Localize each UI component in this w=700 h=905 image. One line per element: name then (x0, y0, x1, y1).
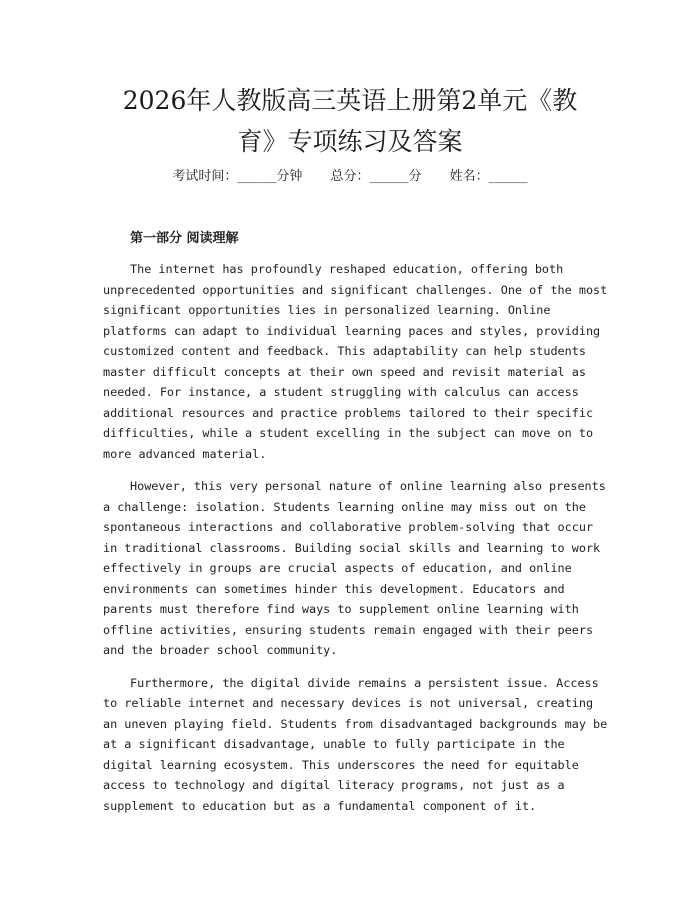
passage-paragraph-3: Furthermore, the digital divide remains a persistent issue. Access to reliable internet and necessary devices is not universal, creating an uneven playing field. Students from disadvantaged backgrounds may be at a significant disadvantage, unable to fully participate in the digital learning ecosystem. This underscores the need for equitable access to technology and digital literacy programs, not just as a supplement to education but as a fundamental component of it. (103, 675, 608, 813)
document-title (90, 80, 610, 162)
exam-info (0, 167, 700, 187)
exam-score-field: 总分：______分 (330, 169, 422, 184)
document-title-line-1: 2026年人教版高三英语上册第2单元《教 (122, 86, 578, 115)
section-heading: 第一部分 阅读理解 (130, 231, 239, 246)
passage-paragraph-1: The internet has profoundly reshaped education, offering both unprecedented opportunities and significant challenges. One of the most significant opportunities lies in personalized learning. Online platforms can adapt to individual learning paces and styles, providing customized content and feedback. This adaptability can help students master difficult concepts at their own speed and revisit material as needed. For instance, a student struggling with calculus can access additional resources and practice problems tailored to their specific difficulties, while a student excelling in the subject can move on to more advanced material. (103, 262, 608, 461)
reading-passage (103, 259, 608, 828)
exam-time-field: 考试时间：______分钟 (172, 169, 303, 184)
student-name-field: 姓名：______ (449, 169, 528, 184)
document-title-line-2: 育》专项练习及答案 (237, 127, 463, 156)
passage-paragraph-2: However, this very personal nature of online learning also presents a challenge: isolation. Students learning online may miss out on the spontaneous interactions and collaborative problem-solving that occur in traditional classrooms. Building social skills and learning to work effectively in groups are crucial aspects of education, and online environments can sometimes hinder this development. Educators and parents must therefore find ways to supplement online learning with offline activities, ensuring students remain engaged with their peers and the broader school community. (103, 479, 606, 657)
